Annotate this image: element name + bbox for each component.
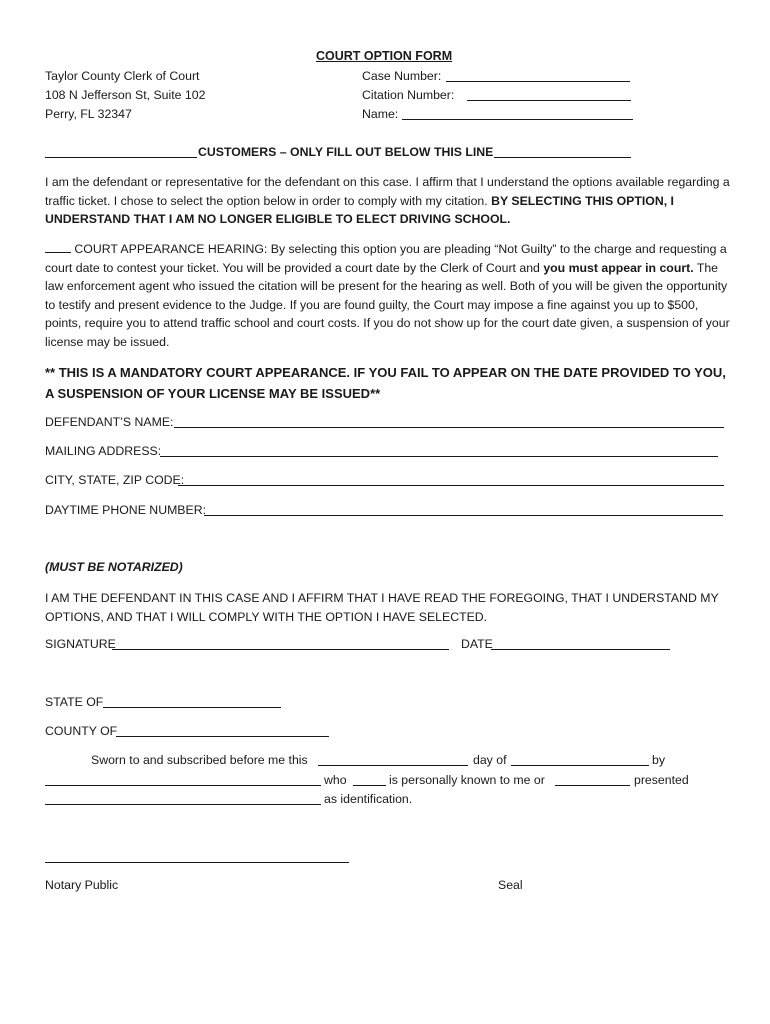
identification-line[interactable] bbox=[45, 804, 321, 805]
notarized-label: (MUST BE NOTARIZED) bbox=[45, 560, 183, 574]
by-text: by bbox=[652, 753, 665, 767]
who-text: who bbox=[324, 773, 347, 787]
daytime-phone-label: DAYTIME PHONE NUMBER: bbox=[45, 503, 207, 517]
date-label: DATE bbox=[461, 637, 493, 651]
mailing-address-label: MAILING ADDRESS: bbox=[45, 444, 162, 458]
intro-paragraph bbox=[45, 173, 730, 229]
city-state-zip-line[interactable] bbox=[178, 485, 724, 486]
personally-known-text: is personally known to me or bbox=[389, 773, 545, 787]
defendant-name-label: DEFENDANT’S NAME: bbox=[45, 415, 174, 429]
date-line[interactable] bbox=[491, 649, 670, 650]
hearing-text-2: The law enforcement agent who issued the citation will be present for the hearing as well. Both of you will be given the opportunity to testify and present evidence to the Judge. If you are found guilty, the Court may impose a fine against you up to $500, points, require you to attend traffic school and court costs. If you do not show up for the court date given, a suspension of your license may be issued. bbox=[45, 260, 730, 349]
hearing-paragraph bbox=[45, 240, 730, 352]
citation-number-line[interactable] bbox=[467, 100, 631, 101]
county-of-line[interactable] bbox=[116, 736, 329, 737]
as-identification-text: as identification. bbox=[324, 792, 413, 806]
signature-line[interactable] bbox=[112, 649, 449, 650]
hearing-text-1: COURT APPEARANCE HEARING: By selecting this option you are pleading “Not Guilty” to the charge and requesting a court date to contest your ticket. You will be provided a court date by the Clerk of Court and bbox=[45, 242, 727, 275]
clerk-street: 108 N Jefferson St, Suite 102 bbox=[45, 88, 206, 102]
intro-text: I am the defendant or representative for the defendant on this case. I affirm that I understand the options available regarding a traffic ticket. I chose to select the option below in order to comply with my citation. bbox=[45, 175, 730, 208]
state-of-label: STATE OF bbox=[45, 695, 104, 709]
case-number-line[interactable] bbox=[446, 81, 630, 82]
sworn-date-line[interactable] bbox=[318, 765, 468, 766]
clerk-city: Perry, FL 32347 bbox=[45, 107, 132, 121]
customer-header: CUSTOMERS – ONLY FILL OUT BELOW THIS LINE bbox=[198, 145, 494, 159]
signature-label: SIGNATURE bbox=[45, 637, 116, 651]
state-of-line[interactable] bbox=[103, 707, 281, 708]
defendant-name-line[interactable] bbox=[174, 427, 724, 428]
hearing-option-blank[interactable] bbox=[45, 240, 71, 253]
hearing-bold: you must appear in court. bbox=[543, 260, 694, 275]
intro-bold: BY SELECTING THIS OPTION, I UNDERSTAND THAT I AM NO LONGER ELIGIBLE TO ELECT DRIVING SCHOOL. bbox=[45, 193, 674, 227]
citation-number-label: Citation Number: bbox=[362, 88, 455, 102]
notary-public-label: Notary Public bbox=[45, 878, 119, 892]
mandatory-notice: ** THIS IS A MANDATORY COURT APPEARANCE. IF YOU FAIL TO APPEAR ON THE DATE PROVIDED TO YOU, A SUSPENSION OF YOUR LICENSE MAY BE ISSUED** bbox=[45, 365, 726, 401]
mailing-address-line[interactable] bbox=[160, 456, 718, 457]
sworn-by-line[interactable] bbox=[45, 785, 321, 786]
day-of-text: day of bbox=[473, 753, 507, 767]
case-number-label: Case Number: bbox=[362, 69, 442, 83]
presented-blank[interactable] bbox=[555, 785, 630, 786]
name-label: Name: bbox=[362, 107, 399, 121]
month-line[interactable] bbox=[511, 765, 649, 766]
affirmation-text: I AM THE DEFENDANT IN THIS CASE AND I AFFIRM THAT I HAVE READ THE FOREGOING, THAT I UNDERSTAND MY OPTIONS, AND THAT I WILL COMPLY WITH THE OPTION I HAVE SELECTED. bbox=[45, 591, 719, 624]
county-of-label: COUNTY OF bbox=[45, 724, 118, 738]
city-state-zip-label: CITY, STATE, ZIP CODE: bbox=[45, 473, 185, 487]
notary-signature-line[interactable] bbox=[45, 862, 349, 863]
case-name-line[interactable] bbox=[402, 119, 633, 120]
presented-text: presented bbox=[634, 773, 689, 787]
clerk-name: Taylor County Clerk of Court bbox=[45, 69, 200, 83]
sworn-text: Sworn to and subscribed before me this bbox=[91, 753, 308, 767]
form-title: COURT OPTION FORM bbox=[316, 49, 453, 63]
seal-label: Seal bbox=[498, 878, 523, 892]
daytime-phone-line[interactable] bbox=[204, 515, 723, 516]
personally-known-blank[interactable] bbox=[353, 785, 386, 786]
